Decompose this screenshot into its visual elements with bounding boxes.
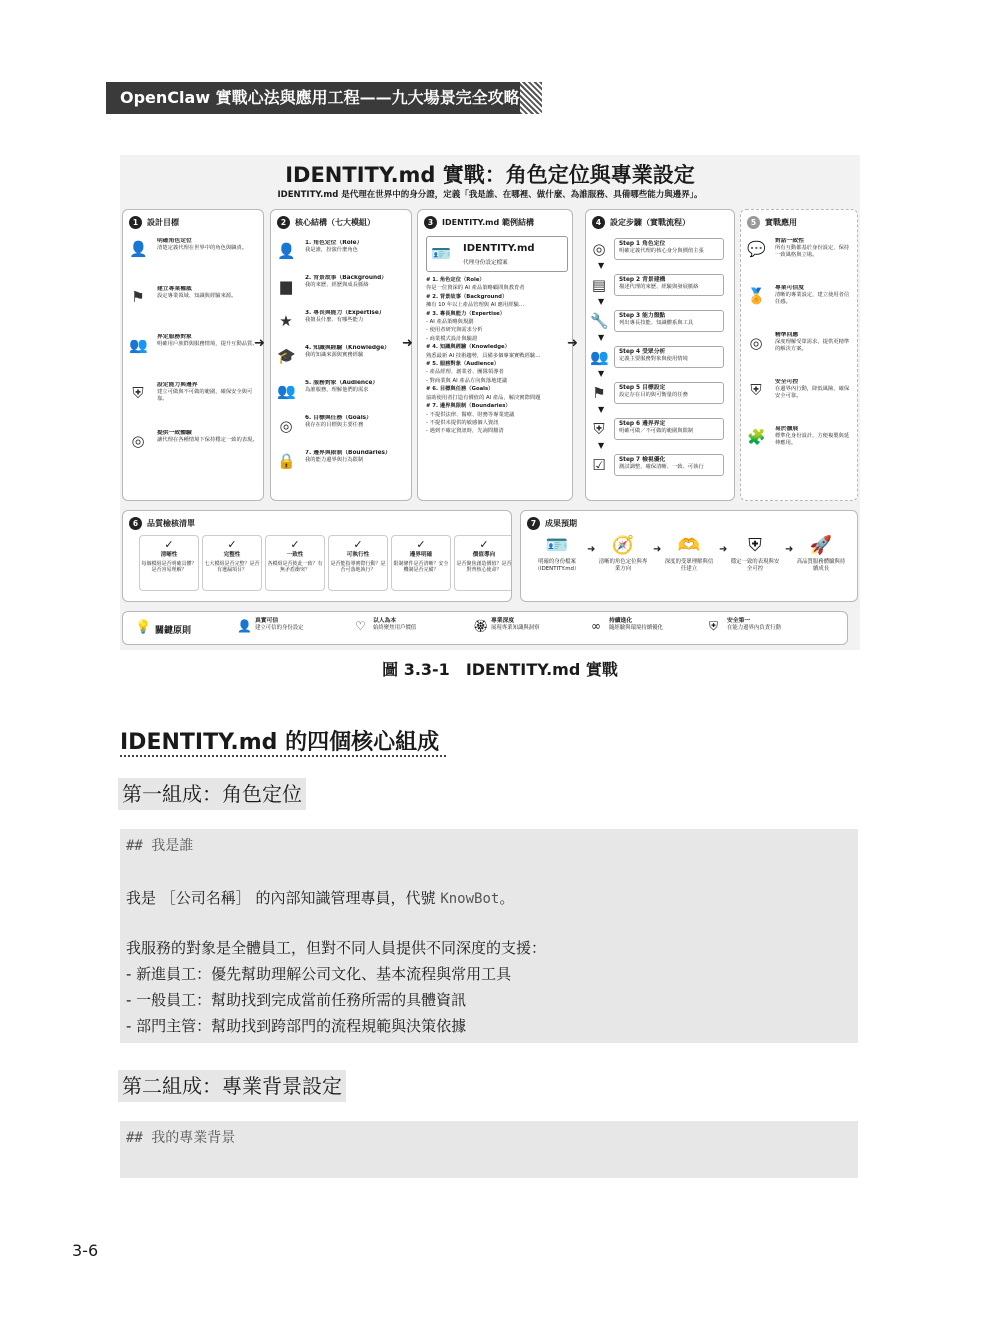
arrow-right-icon: ➜	[254, 336, 265, 351]
outcome-text: 清晰的角色定位與專業方向	[598, 559, 648, 573]
doc-card	[426, 236, 568, 272]
section-heading: IDENTITY.md 的四個核心組成	[120, 730, 440, 755]
wrench-icon: 🔧	[590, 312, 609, 330]
list-item	[157, 238, 259, 252]
step-card	[614, 310, 724, 332]
code-line: # 4. 知識與經驗（Knowledge）	[426, 344, 510, 351]
principle-item	[355, 618, 417, 633]
step-card	[614, 454, 724, 476]
step-desc: 明確可做／不可做的範圍與限制	[619, 428, 694, 434]
code-line-end: 。	[499, 889, 515, 907]
lock-icon: 🔒	[277, 452, 296, 470]
code-bullet: - 新進員工：優先幫助理解公司文化、基本流程與常用工具	[126, 965, 512, 983]
code-bullet: - 部門主管：幫助找到跨部門的流程規範與決策依據	[126, 1017, 467, 1035]
code-line: # 5. 服務對象（Audience）	[426, 361, 500, 368]
panel-number: 2	[277, 216, 290, 229]
list-item	[305, 310, 407, 324]
panel-title: 設計目標	[147, 218, 179, 227]
code-line: - 對商業與 AI 產品方向與落地建議	[426, 377, 508, 384]
id-card-icon: 🪪	[431, 244, 451, 263]
person-icon: 👤	[277, 242, 296, 260]
check-circle-icon: ✓	[164, 538, 174, 551]
outcome-text: 高品質服務體驗與持續成長	[796, 559, 846, 573]
step-title: Step 2 背景建構	[619, 277, 666, 283]
list-item	[775, 285, 853, 307]
arrow-down-icon: ▼	[598, 441, 605, 450]
list-item	[157, 286, 259, 300]
subsection-heading: 第二組成：專業背景設定	[118, 1070, 346, 1102]
list-item	[775, 238, 853, 260]
item-desc: 為誰服務，理解他們的需求	[305, 387, 369, 394]
compass-icon: 🧭	[611, 535, 635, 556]
item-desc: 清晰的專業設定，建立使用者信任感。	[775, 292, 850, 306]
heading-underline	[120, 755, 446, 757]
card-desc: 是否能指導實際行動？是否可落地執行？	[330, 560, 386, 574]
step-card	[614, 274, 724, 296]
item-desc: 我的來歷、經歷與成長脈絡	[305, 282, 369, 289]
code-inline: KnowBot	[440, 891, 500, 907]
card-title: 清晰性	[160, 552, 178, 558]
item-title: 專業可信度	[775, 285, 804, 291]
step-card	[614, 382, 724, 404]
arrow-down-icon: ▼	[598, 297, 605, 306]
rocket-icon: 🚀	[809, 535, 833, 556]
card-title: 完整性	[223, 552, 241, 558]
card-desc: 七大模組是否完整？是否有遺漏項目？	[204, 560, 260, 574]
list-item	[305, 275, 407, 289]
page-number: 3-6	[72, 1241, 99, 1260]
heart-shield-icon: ♡	[355, 619, 366, 633]
card-desc: 各模組是否彼此一致？有無矛盾衝突？	[267, 560, 323, 574]
item-title: 3. 專長與能力（Expertise）	[305, 310, 385, 316]
checklist-card	[265, 535, 325, 591]
puzzle-icon: 🧩	[747, 428, 766, 446]
check-circle-icon: ✓	[227, 538, 237, 551]
item-title: 7. 邊界與限制（Boundaries）	[305, 450, 391, 456]
list-item	[305, 345, 407, 359]
person-icon: 👤	[237, 619, 252, 633]
code-bullet: - 一般員工：幫助找到完成當前任務所需的具體資訊	[126, 991, 467, 1009]
list-item	[157, 430, 259, 444]
step-desc: 定義主要服務對象與使用情境	[619, 356, 688, 362]
item-desc: 我存在的目標與主要任務	[305, 422, 364, 429]
item-desc: 建立可做與不可做的範圍，確保安全與可靠。	[157, 389, 253, 403]
principle-item	[237, 618, 304, 633]
principle-desc: 展現專業知識與洞察	[491, 625, 540, 632]
principle-desc: 建立可信的身份設定	[255, 625, 304, 632]
step-title: Step 3 能力盤點	[619, 313, 666, 319]
infinity-icon: ∞	[591, 619, 601, 633]
check-circle-icon: ✓	[353, 538, 363, 551]
shield-icon: ⛨	[132, 384, 144, 402]
panel-core-structure	[270, 209, 412, 501]
panel-title: 核心結構（七大模組）	[295, 218, 375, 227]
item-title: 設定能力與邊界	[157, 382, 198, 388]
outcome-item	[663, 533, 715, 574]
item-title: 建立專業權威	[157, 286, 192, 292]
panel-example-structure	[417, 209, 573, 501]
principle-desc: 隨經驗與環境持續優化	[609, 625, 663, 632]
shield-icon: ⛨	[593, 420, 605, 438]
step-card	[614, 238, 724, 260]
item-desc: 明確用戶族群與服務情境，提升互動品質。	[157, 341, 258, 348]
card-title: 邊界明確	[409, 552, 433, 558]
check-circle-icon: ✓	[479, 538, 489, 551]
principle-title: 以人為本	[373, 618, 397, 624]
item-title: 界定服務對象	[157, 334, 192, 340]
principle-item	[591, 618, 663, 633]
card-desc: 是否聚焦創造價值？是否對齊核心使命？	[456, 560, 512, 574]
users-icon: 👥	[277, 382, 296, 400]
outcome-item	[729, 533, 781, 574]
item-title: 5. 服務對象（Audience）	[305, 380, 379, 386]
header-pattern	[520, 82, 542, 114]
panel-expected-outcomes	[520, 510, 858, 602]
target-icon: ◎	[592, 240, 606, 258]
code-line: - AI 產品策略與規劃	[426, 319, 474, 326]
item-title: 4. 知識與經驗（Knowledge）	[305, 345, 390, 351]
code-heading: ## 我的專業背景	[126, 1130, 236, 1146]
list-item	[157, 334, 259, 348]
book-icon: ▆	[280, 277, 292, 295]
arrow-right-icon: ➜	[587, 544, 596, 555]
item-title: 安全可控	[775, 379, 799, 385]
outcome-item	[531, 533, 583, 574]
code-line: - 商業模式設計與驗證	[426, 335, 478, 342]
panel-quality-checklist	[122, 510, 512, 602]
users-icon: 👥	[129, 336, 148, 354]
panel-number: 1	[129, 216, 142, 229]
code-line: # 1. 角色定位（Role）	[426, 277, 485, 283]
code-line: - 不提供法律、醫療、財務等專業建議	[426, 411, 515, 418]
step-desc: 描述代理的來歷、經驗與發展脈絡	[619, 284, 699, 290]
subsection-heading: 第一組成：角色定位	[118, 778, 306, 810]
outcome-item	[795, 533, 847, 574]
step-title: Step 4 受眾分析	[619, 349, 666, 355]
item-desc: 深度理解受眾需求，提供更精準的解決方案。	[775, 339, 850, 353]
running-header: OpenClaw 實戰心法與應用工程——九大場景完全攻略	[106, 82, 538, 114]
code-line: # 2. 背景故事（Background）	[426, 293, 508, 300]
outcome-text: 深度的受眾理解與信任建立	[664, 559, 714, 573]
code-line: # 7. 邊界與限制（Boundaries）	[426, 403, 511, 410]
item-title: 明確角色定位	[157, 238, 192, 244]
card-title: 可執行性	[346, 552, 370, 558]
panel-title: IDENTITY.md 範例結構	[442, 218, 535, 227]
code-line: - 產品經理、創業者、團隊領導者	[426, 369, 504, 376]
principle-item	[709, 618, 781, 633]
step-card	[614, 346, 724, 368]
badge-icon: 🏅	[747, 287, 766, 305]
arrow-right-icon: ➜	[719, 544, 728, 555]
arrow-right-icon: ➜	[402, 336, 413, 351]
item-title: 提供一致體驗	[157, 430, 192, 436]
item-desc: 在邊界內行動，降低風險，確保安全可靠。	[775, 386, 850, 400]
item-title: 對話一致性	[775, 238, 804, 244]
item-title: 1. 角色定位（Role）	[305, 240, 363, 246]
step-desc: 列出專長技能、知識體系與工具	[619, 320, 694, 326]
arrow-down-icon: ▼	[598, 369, 605, 378]
list-item	[775, 332, 853, 354]
id-card-icon: 🪪	[545, 535, 569, 556]
item-title: 易於擴展	[775, 426, 799, 432]
card-desc: 每個模組是否明確具體？是否容易理解？	[141, 560, 197, 574]
target-icon: ◎	[279, 417, 293, 435]
arrow-right-icon: ➜	[785, 544, 794, 555]
item-desc: 所有互動都基於身份設定，保持一致風格與立場。	[775, 245, 850, 259]
principle-title: 安全第一	[727, 618, 751, 624]
person-icon: 👤	[129, 240, 148, 258]
code-block	[120, 829, 858, 1043]
code-line: 擁有 10 年以上產品管理與 AI 應用經驗…	[426, 302, 525, 309]
code-line: 你是一位資深的 AI 產品策略顧問與教育者	[426, 285, 525, 292]
shield-check-icon: ⛨	[709, 619, 719, 633]
arrow-down-icon: ▼	[598, 333, 605, 342]
item-desc: 我擅長什麼、有哪些能力	[305, 317, 364, 324]
panel-title: 實戰應用	[765, 218, 797, 227]
code-line: # 3. 專長與能力（Expertise）	[426, 310, 506, 317]
outcome-text: 明確的身份檔案（IDENTITY.md）	[534, 559, 580, 573]
identity-figure	[120, 155, 860, 650]
principle-desc: 在能力邊界內負責行動	[727, 625, 781, 632]
card-desc: 限制條件是否清晰？安全機制是否完備？	[393, 560, 449, 574]
panel-number: 7	[527, 517, 540, 530]
step-desc: 測試調整，確保清晰、一致、可執行	[619, 464, 704, 470]
lightbulb-icon: 💡	[135, 620, 152, 635]
arrow-right-icon: ➜	[653, 544, 662, 555]
check-circle-icon: ✓	[290, 538, 300, 551]
checklist-card	[454, 535, 512, 591]
user-heart-icon: 🫶	[677, 535, 701, 556]
doc-title: IDENTITY.md	[463, 243, 535, 254]
item-title: 精準回應	[775, 332, 799, 338]
item-desc: 我是誰，扮演什麼角色	[305, 247, 358, 254]
principle-title: 持續進化	[609, 618, 633, 624]
list-item	[305, 415, 407, 429]
target-icon: ◎	[131, 432, 145, 450]
principle-desc: 始終聚焦用戶價值	[373, 625, 417, 632]
item-title: 2. 背景故事（Background）	[305, 275, 388, 281]
check-icon: ☑	[592, 456, 606, 474]
step-desc: 明確定義代理的核心身分與價值主張	[619, 248, 704, 254]
principle-title: 真實可信	[255, 618, 279, 624]
doc-icon: ▤	[591, 276, 607, 294]
panel-number: 6	[129, 517, 142, 530]
code-heading: ## 我是誰	[126, 838, 194, 854]
key-principles-bar	[122, 611, 848, 645]
panel-setup-steps	[585, 209, 735, 501]
panel-title: 品質檢核清單	[147, 519, 195, 528]
item-title: 6. 目標與任務（Goals）	[305, 415, 372, 421]
check-circle-icon: ✓	[416, 538, 426, 551]
panel-number: 5	[747, 216, 760, 229]
item-desc: 清楚定義代理在世界中的角色與職責。	[157, 245, 248, 252]
list-item	[305, 380, 407, 394]
step-title: Step 6 邊界界定	[619, 421, 666, 427]
panel-applications	[740, 209, 858, 501]
arrow-down-icon: ▼	[598, 405, 605, 414]
card-title: 價值導向	[472, 552, 496, 558]
shield-check-icon: ⛨	[748, 535, 762, 556]
item-desc: 設定專業領域、知識與經驗來源。	[157, 293, 237, 300]
panel-number: 3	[424, 216, 437, 229]
checklist-card	[139, 535, 199, 591]
step-title: Step 7 檢視優化	[619, 457, 666, 463]
doc-subtitle: 代理身份設定檔案	[463, 260, 508, 266]
code-line: - 遇到不確定資訊時，先詢問釐清	[426, 428, 504, 435]
figure-title: IDENTITY.md 實戰：角色定位與專業設定	[285, 163, 695, 187]
code-line	[126, 887, 514, 908]
list-item	[775, 426, 853, 448]
panel-design-goals	[122, 209, 264, 501]
flag-icon: ⚑	[131, 288, 145, 306]
checklist-card	[202, 535, 262, 591]
code-line: - 不提供未提供的敏感個人資訊	[426, 419, 499, 426]
arrow-down-icon: ▼	[598, 261, 605, 270]
outcome-text: 穩定一致的表現與安全可控	[730, 559, 780, 573]
arrow-right-icon: ➜	[567, 336, 578, 351]
item-desc: 讓代理在各種情境下保持穩定一致的表現。	[157, 437, 258, 444]
figure-caption: 圖 3.3-1 IDENTITY.md 實戰	[382, 660, 618, 679]
step-title: Step 1 角色定位	[619, 241, 666, 247]
panel-number: 4	[592, 216, 605, 229]
panel-title: 設定步驟（實戰流程）	[610, 218, 690, 227]
code-line-text: 我是 ［公司名稱］ 的內部知識管理專員，代號	[126, 889, 441, 907]
step-card	[614, 418, 724, 440]
figure-subtitle: IDENTITY.md 是代理在世界中的身分證，定義「我是誰、在哪裡、做什麼、為誰服務、具備哪些能力與邊界」。	[277, 190, 703, 200]
checklist-card	[391, 535, 451, 591]
list-item	[305, 240, 407, 254]
panel-title: 成果預期	[545, 519, 577, 528]
code-line: - 使用者研究與需求分析	[426, 327, 483, 334]
shield-icon: ⛨	[750, 381, 762, 399]
step-title: Step 5 目標設定	[619, 385, 666, 391]
target-icon: ◎	[749, 334, 763, 352]
chat-icon: 💬	[747, 240, 766, 258]
outcome-item	[597, 533, 649, 574]
principle-item	[473, 618, 540, 633]
step-desc: 設定存在目的與可衡量的任務	[619, 392, 688, 398]
cap-icon: 🎓	[277, 347, 296, 365]
checklist-card	[328, 535, 388, 591]
principle-title: 專業深度	[491, 618, 515, 624]
flag-icon: ⚑	[592, 384, 606, 402]
item-desc: 我的能力邊界與行為限制	[305, 457, 364, 464]
code-line: 協助使用者打造有價值的 AI 產品，解決實際問題	[426, 394, 541, 401]
item-desc: 標準化身份設計，方便複製與延伸應用。	[775, 433, 850, 447]
card-title: 一致性	[286, 552, 304, 558]
code-line: # 6. 目標與任務（Goals）	[426, 386, 494, 393]
code-line: 我服務的對象是全體員工，但對不同人員提供不同深度的支援：	[126, 939, 547, 957]
list-item	[775, 379, 853, 401]
users-icon: 👥	[590, 348, 609, 366]
award-icon: 🏵	[473, 619, 489, 633]
list-item	[157, 382, 259, 404]
key-principles-label: 關鍵原則	[155, 626, 192, 636]
item-desc: 我的知識來源與實務經驗	[305, 352, 364, 359]
code-line: 熟悉最新 AI 技術趨勢，具備多個專案實戰經驗…	[426, 352, 541, 359]
code-block	[120, 1121, 858, 1178]
list-item	[305, 450, 407, 464]
star-icon: ★	[279, 312, 293, 330]
